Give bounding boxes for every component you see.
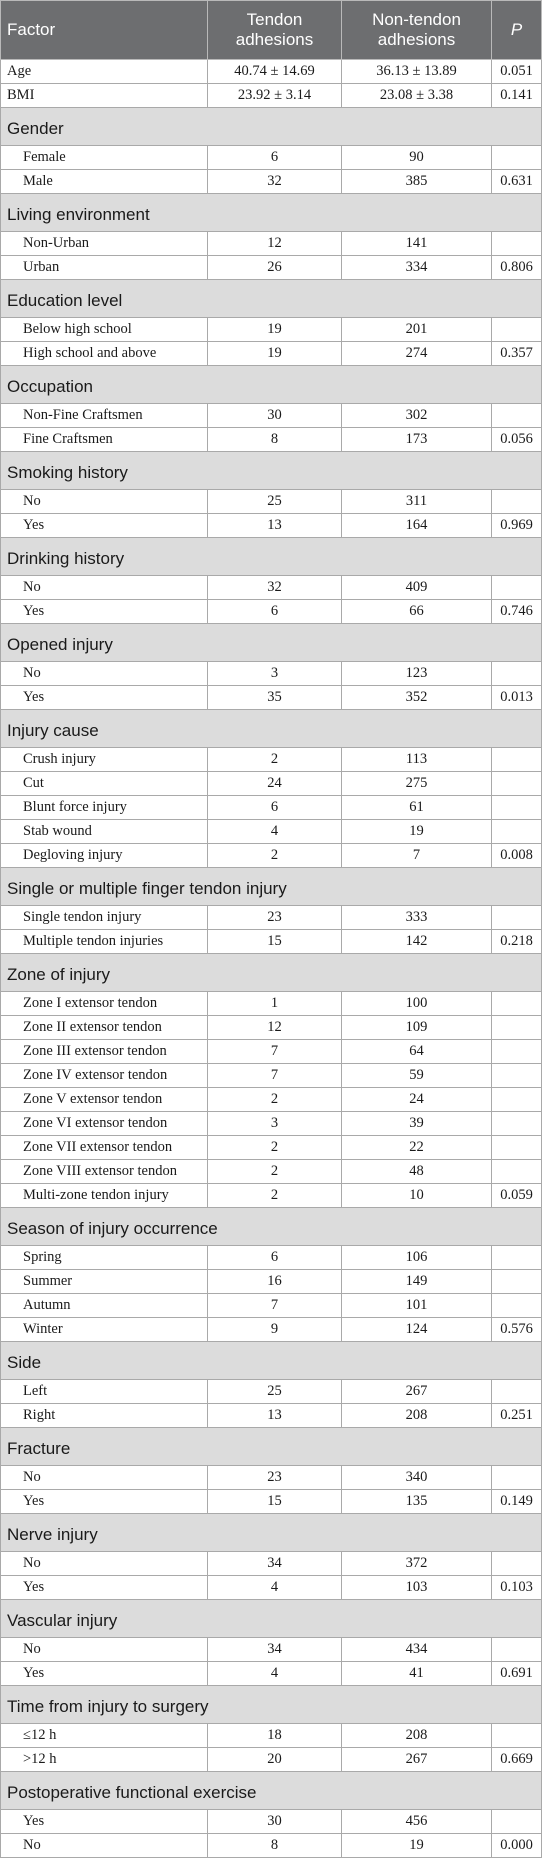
- row-p-value: [492, 1112, 542, 1136]
- table-row: [1, 662, 542, 686]
- row-tendon-adhesions-value: 6: [208, 600, 342, 624]
- row-non-tendon-adhesions-value: 142: [342, 930, 492, 954]
- row-factor-label: Fine Craftsmen: [1, 428, 208, 452]
- table-row: [1, 232, 542, 256]
- row-p-value: [492, 820, 542, 844]
- row-p-value: [492, 1064, 542, 1088]
- section-title: Drinking history: [1, 538, 542, 576]
- row-factor-label: No: [1, 1638, 208, 1662]
- row-factor-label: Zone II extensor tendon: [1, 1016, 208, 1040]
- row-tendon-adhesions-value: 13: [208, 514, 342, 538]
- row-factor-label: No: [1, 1466, 208, 1490]
- row-p-value: 0.576: [492, 1318, 542, 1342]
- section-header-row: [1, 1772, 542, 1810]
- row-factor-label: Zone IV extensor tendon: [1, 1064, 208, 1088]
- row-tendon-adhesions-value: 8: [208, 1834, 342, 1858]
- row-non-tendon-adhesions-value: 24: [342, 1088, 492, 1112]
- row-p-value: [492, 1136, 542, 1160]
- row-non-tendon-adhesions-value: 123: [342, 662, 492, 686]
- row-factor-label: ≤12 h: [1, 1724, 208, 1748]
- table-row: [1, 930, 542, 954]
- row-non-tendon-adhesions-value: 19: [342, 1834, 492, 1858]
- table-row: [1, 1576, 542, 1600]
- row-tendon-adhesions-value: 3: [208, 662, 342, 686]
- row-tendon-adhesions-value: 15: [208, 1490, 342, 1514]
- row-factor-label: Degloving injury: [1, 844, 208, 868]
- row-p-value: 0.103: [492, 1576, 542, 1600]
- row-non-tendon-adhesions-value: 434: [342, 1638, 492, 1662]
- row-p-value: [492, 1016, 542, 1040]
- row-non-tendon-adhesions-value: 59: [342, 1064, 492, 1088]
- section-title: Injury cause: [1, 710, 542, 748]
- row-factor-label: Cut: [1, 772, 208, 796]
- row-p-value: 0.000: [492, 1834, 542, 1858]
- row-non-tendon-adhesions-value: 106: [342, 1246, 492, 1270]
- row-non-tendon-adhesions-value: 201: [342, 318, 492, 342]
- row-factor-label: High school and above: [1, 342, 208, 366]
- table-row: [1, 1810, 542, 1834]
- table-row: [1, 1552, 542, 1576]
- row-tendon-adhesions-value: 30: [208, 1810, 342, 1834]
- row-factor-label: Autumn: [1, 1294, 208, 1318]
- row-non-tendon-adhesions-value: 39: [342, 1112, 492, 1136]
- row-non-tendon-adhesions-value: 109: [342, 1016, 492, 1040]
- row-non-tendon-adhesions-value: 456: [342, 1810, 492, 1834]
- table-row: [1, 404, 542, 428]
- row-non-tendon-adhesions-value: 340: [342, 1466, 492, 1490]
- table-row: [1, 772, 542, 796]
- table-body: [1, 60, 542, 1858]
- row-p-value: [492, 404, 542, 428]
- table-row: [1, 844, 542, 868]
- row-p-value: [492, 796, 542, 820]
- section-title: Fracture: [1, 1428, 542, 1466]
- table-row: [1, 1490, 542, 1514]
- row-non-tendon-adhesions-value: 23.08 ± 3.38: [342, 84, 492, 108]
- row-factor-label: Yes: [1, 1490, 208, 1514]
- table-row: [1, 1016, 542, 1040]
- section-title: Time from injury to surgery: [1, 1686, 542, 1724]
- row-non-tendon-adhesions-value: 10: [342, 1184, 492, 1208]
- row-tendon-adhesions-value: 18: [208, 1724, 342, 1748]
- row-non-tendon-adhesions-value: 135: [342, 1490, 492, 1514]
- row-tendon-adhesions-value: 6: [208, 146, 342, 170]
- row-factor-label: Multiple tendon injuries: [1, 930, 208, 954]
- row-non-tendon-adhesions-value: 36.13 ± 13.89: [342, 60, 492, 84]
- row-p-value: 0.056: [492, 428, 542, 452]
- row-non-tendon-adhesions-value: 103: [342, 1576, 492, 1600]
- row-p-value: 0.746: [492, 600, 542, 624]
- row-p-value: 0.013: [492, 686, 542, 710]
- row-p-value: [492, 1246, 542, 1270]
- row-factor-label: Summer: [1, 1270, 208, 1294]
- row-p-value: [492, 1294, 542, 1318]
- row-non-tendon-adhesions-value: 141: [342, 232, 492, 256]
- row-tendon-adhesions-value: 24: [208, 772, 342, 796]
- row-non-tendon-adhesions-value: 208: [342, 1404, 492, 1428]
- section-title: Occupation: [1, 366, 542, 404]
- section-header-row: [1, 108, 542, 146]
- section-header-row: [1, 366, 542, 404]
- table-row: [1, 318, 542, 342]
- row-non-tendon-adhesions-value: 275: [342, 772, 492, 796]
- row-tendon-adhesions-value: 32: [208, 576, 342, 600]
- header-non-tendon-adhesions: Non-tendon adhesions: [342, 1, 492, 60]
- table-row: [1, 342, 542, 366]
- section-title: Smoking history: [1, 452, 542, 490]
- section-header-row: [1, 710, 542, 748]
- row-p-value: [492, 490, 542, 514]
- row-tendon-adhesions-value: 7: [208, 1294, 342, 1318]
- row-non-tendon-adhesions-value: 48: [342, 1160, 492, 1184]
- row-non-tendon-adhesions-value: 173: [342, 428, 492, 452]
- table-row: [1, 600, 542, 624]
- table-row: [1, 1380, 542, 1404]
- table-row: [1, 1662, 542, 1686]
- table-row: [1, 1088, 542, 1112]
- row-factor-label: Yes: [1, 1810, 208, 1834]
- row-non-tendon-adhesions-value: 66: [342, 600, 492, 624]
- row-factor-label: Non-Urban: [1, 232, 208, 256]
- row-tendon-adhesions-value: 6: [208, 796, 342, 820]
- row-tendon-adhesions-value: 12: [208, 1016, 342, 1040]
- row-factor-label: Urban: [1, 256, 208, 280]
- header-factor: Factor: [1, 1, 208, 60]
- row-p-value: [492, 318, 542, 342]
- table-row: [1, 1638, 542, 1662]
- row-non-tendon-adhesions-value: 22: [342, 1136, 492, 1160]
- row-tendon-adhesions-value: 3: [208, 1112, 342, 1136]
- section-title: Zone of injury: [1, 954, 542, 992]
- section-title: Season of injury occurrence: [1, 1208, 542, 1246]
- row-non-tendon-adhesions-value: 19: [342, 820, 492, 844]
- row-p-value: [492, 748, 542, 772]
- section-title: Opened injury: [1, 624, 542, 662]
- row-p-value: [492, 146, 542, 170]
- row-tendon-adhesions-value: 4: [208, 820, 342, 844]
- row-tendon-adhesions-value: 19: [208, 318, 342, 342]
- row-factor-label: Yes: [1, 600, 208, 624]
- table-row: [1, 84, 542, 108]
- row-p-value: [492, 1638, 542, 1662]
- row-non-tendon-adhesions-value: 41: [342, 1662, 492, 1686]
- row-tendon-adhesions-value: 7: [208, 1040, 342, 1064]
- row-non-tendon-adhesions-value: 333: [342, 906, 492, 930]
- section-header-row: [1, 280, 542, 318]
- row-p-value: 0.357: [492, 342, 542, 366]
- table-row: [1, 1834, 542, 1858]
- row-factor-label: Blunt force injury: [1, 796, 208, 820]
- row-p-value: [492, 1040, 542, 1064]
- row-p-value: 0.141: [492, 84, 542, 108]
- section-header-row: [1, 954, 542, 992]
- row-factor-label: Right: [1, 1404, 208, 1428]
- section-header-row: [1, 624, 542, 662]
- row-tendon-adhesions-value: 2: [208, 1184, 342, 1208]
- row-p-value: [492, 1270, 542, 1294]
- table-row: [1, 146, 542, 170]
- table-row: [1, 748, 542, 772]
- row-tendon-adhesions-value: 20: [208, 1748, 342, 1772]
- row-tendon-adhesions-value: 26: [208, 256, 342, 280]
- row-factor-label: No: [1, 1552, 208, 1576]
- row-p-value: [492, 1810, 542, 1834]
- row-tendon-adhesions-value: 13: [208, 1404, 342, 1428]
- row-factor-label: Stab wound: [1, 820, 208, 844]
- row-tendon-adhesions-value: 15: [208, 930, 342, 954]
- row-non-tendon-adhesions-value: 7: [342, 844, 492, 868]
- row-p-value: [492, 1380, 542, 1404]
- row-tendon-adhesions-value: 16: [208, 1270, 342, 1294]
- row-factor-label: No: [1, 662, 208, 686]
- row-factor-label: Spring: [1, 1246, 208, 1270]
- row-non-tendon-adhesions-value: 352: [342, 686, 492, 710]
- row-p-value: [492, 662, 542, 686]
- row-p-value: 0.806: [492, 256, 542, 280]
- row-tendon-adhesions-value: 19: [208, 342, 342, 366]
- row-factor-label: Zone VIII extensor tendon: [1, 1160, 208, 1184]
- row-tendon-adhesions-value: 34: [208, 1552, 342, 1576]
- row-p-value: 0.691: [492, 1662, 542, 1686]
- row-tendon-adhesions-value: 2: [208, 1088, 342, 1112]
- table-row: [1, 1466, 542, 1490]
- row-non-tendon-adhesions-value: 100: [342, 992, 492, 1016]
- row-p-value: 0.251: [492, 1404, 542, 1428]
- table-row: [1, 1748, 542, 1772]
- row-tendon-adhesions-value: 2: [208, 844, 342, 868]
- table-row: [1, 1246, 542, 1270]
- row-factor-label: Winter: [1, 1318, 208, 1342]
- table-row: [1, 1112, 542, 1136]
- row-factor-label: Yes: [1, 514, 208, 538]
- row-tendon-adhesions-value: 25: [208, 1380, 342, 1404]
- row-p-value: 0.631: [492, 170, 542, 194]
- table-row: [1, 256, 542, 280]
- header-tendon-adhesions: Tendon adhesions: [208, 1, 342, 60]
- table-row: [1, 820, 542, 844]
- row-non-tendon-adhesions-value: 302: [342, 404, 492, 428]
- section-header-row: [1, 538, 542, 576]
- row-factor-label: No: [1, 1834, 208, 1858]
- section-header-row: [1, 1342, 542, 1380]
- row-non-tendon-adhesions-value: 409: [342, 576, 492, 600]
- row-p-value: [492, 576, 542, 600]
- row-factor-label: Zone III extensor tendon: [1, 1040, 208, 1064]
- row-non-tendon-adhesions-value: 61: [342, 796, 492, 820]
- section-header-row: [1, 1208, 542, 1246]
- table-row: [1, 1404, 542, 1428]
- section-header-row: [1, 194, 542, 232]
- table-row: [1, 1064, 542, 1088]
- table-row: [1, 170, 542, 194]
- table-row: [1, 576, 542, 600]
- row-p-value: 0.051: [492, 60, 542, 84]
- row-factor-label: Left: [1, 1380, 208, 1404]
- section-title: Single or multiple finger tendon injury: [1, 868, 542, 906]
- section-header-row: [1, 868, 542, 906]
- table-row: [1, 514, 542, 538]
- table-row: [1, 1040, 542, 1064]
- row-factor-label: Non-Fine Craftsmen: [1, 404, 208, 428]
- row-p-value: 0.008: [492, 844, 542, 868]
- row-tendon-adhesions-value: 2: [208, 1136, 342, 1160]
- row-tendon-adhesions-value: 23: [208, 906, 342, 930]
- table-row: [1, 490, 542, 514]
- row-tendon-adhesions-value: 23.92 ± 3.14: [208, 84, 342, 108]
- row-p-value: [492, 1466, 542, 1490]
- row-factor-label: Below high school: [1, 318, 208, 342]
- row-p-value: [492, 232, 542, 256]
- row-p-value: 0.669: [492, 1748, 542, 1772]
- row-tendon-adhesions-value: 34: [208, 1638, 342, 1662]
- row-tendon-adhesions-value: 2: [208, 748, 342, 772]
- row-non-tendon-adhesions-value: 267: [342, 1748, 492, 1772]
- row-p-value: [492, 1552, 542, 1576]
- table-row: [1, 1160, 542, 1184]
- section-header-row: [1, 1514, 542, 1552]
- row-tendon-adhesions-value: 4: [208, 1576, 342, 1600]
- row-tendon-adhesions-value: 1: [208, 992, 342, 1016]
- row-factor-label: Zone V extensor tendon: [1, 1088, 208, 1112]
- row-non-tendon-adhesions-value: 113: [342, 748, 492, 772]
- table-row: [1, 992, 542, 1016]
- table-row: [1, 1724, 542, 1748]
- row-tendon-adhesions-value: 25: [208, 490, 342, 514]
- row-factor-label: No: [1, 576, 208, 600]
- table-row: [1, 1136, 542, 1160]
- row-tendon-adhesions-value: 30: [208, 404, 342, 428]
- row-non-tendon-adhesions-value: 90: [342, 146, 492, 170]
- row-tendon-adhesions-value: 23: [208, 1466, 342, 1490]
- header-p-value: P: [492, 1, 542, 60]
- header-row: [1, 1, 542, 60]
- row-factor-label: No: [1, 490, 208, 514]
- section-title: Nerve injury: [1, 1514, 542, 1552]
- row-tendon-adhesions-value: 6: [208, 1246, 342, 1270]
- row-non-tendon-adhesions-value: 372: [342, 1552, 492, 1576]
- section-title: Postoperative functional exercise: [1, 1772, 542, 1810]
- table-row: [1, 1318, 542, 1342]
- row-factor-label: Multi-zone tendon injury: [1, 1184, 208, 1208]
- row-factor-label: Age: [1, 60, 208, 84]
- section-title: Living environment: [1, 194, 542, 232]
- row-factor-label: Male: [1, 170, 208, 194]
- row-tendon-adhesions-value: 32: [208, 170, 342, 194]
- section-title: Education level: [1, 280, 542, 318]
- row-non-tendon-adhesions-value: 164: [342, 514, 492, 538]
- row-tendon-adhesions-value: 7: [208, 1064, 342, 1088]
- row-factor-label: Crush injury: [1, 748, 208, 772]
- row-non-tendon-adhesions-value: 267: [342, 1380, 492, 1404]
- table-row: [1, 796, 542, 820]
- row-tendon-adhesions-value: 8: [208, 428, 342, 452]
- row-p-value: [492, 906, 542, 930]
- section-title: Side: [1, 1342, 542, 1380]
- section-header-row: [1, 1428, 542, 1466]
- table-row: [1, 1270, 542, 1294]
- row-factor-label: Yes: [1, 1662, 208, 1686]
- row-factor-label: >12 h: [1, 1748, 208, 1772]
- table-row: [1, 1184, 542, 1208]
- row-tendon-adhesions-value: 9: [208, 1318, 342, 1342]
- row-non-tendon-adhesions-value: 311: [342, 490, 492, 514]
- row-p-value: [492, 1724, 542, 1748]
- row-non-tendon-adhesions-value: 149: [342, 1270, 492, 1294]
- row-p-value: [492, 1160, 542, 1184]
- row-non-tendon-adhesions-value: 274: [342, 342, 492, 366]
- row-tendon-adhesions-value: 12: [208, 232, 342, 256]
- table-row: [1, 60, 542, 84]
- row-factor-label: BMI: [1, 84, 208, 108]
- row-tendon-adhesions-value: 2: [208, 1160, 342, 1184]
- row-non-tendon-adhesions-value: 385: [342, 170, 492, 194]
- row-p-value: 0.149: [492, 1490, 542, 1514]
- row-non-tendon-adhesions-value: 101: [342, 1294, 492, 1318]
- section-title: Vascular injury: [1, 1600, 542, 1638]
- table-row: [1, 906, 542, 930]
- row-factor-label: Zone I extensor tendon: [1, 992, 208, 1016]
- row-non-tendon-adhesions-value: 64: [342, 1040, 492, 1064]
- table-row: [1, 1294, 542, 1318]
- row-p-value: 0.218: [492, 930, 542, 954]
- table-row: [1, 428, 542, 452]
- row-tendon-adhesions-value: 35: [208, 686, 342, 710]
- row-p-value: 0.969: [492, 514, 542, 538]
- row-p-value: 0.059: [492, 1184, 542, 1208]
- row-factor-label: Yes: [1, 686, 208, 710]
- row-factor-label: Zone VII extensor tendon: [1, 1136, 208, 1160]
- row-non-tendon-adhesions-value: 208: [342, 1724, 492, 1748]
- row-non-tendon-adhesions-value: 334: [342, 256, 492, 280]
- section-header-row: [1, 452, 542, 490]
- row-p-value: [492, 992, 542, 1016]
- row-non-tendon-adhesions-value: 124: [342, 1318, 492, 1342]
- table-header: [1, 1, 542, 60]
- row-factor-label: Female: [1, 146, 208, 170]
- table-row: [1, 686, 542, 710]
- section-title: Gender: [1, 108, 542, 146]
- section-header-row: [1, 1600, 542, 1638]
- row-factor-label: Zone VI extensor tendon: [1, 1112, 208, 1136]
- section-header-row: [1, 1686, 542, 1724]
- row-p-value: [492, 772, 542, 796]
- row-factor-label: Single tendon injury: [1, 906, 208, 930]
- row-tendon-adhesions-value: 4: [208, 1662, 342, 1686]
- row-tendon-adhesions-value: 40.74 ± 14.69: [208, 60, 342, 84]
- row-factor-label: Yes: [1, 1576, 208, 1600]
- row-p-value: [492, 1088, 542, 1112]
